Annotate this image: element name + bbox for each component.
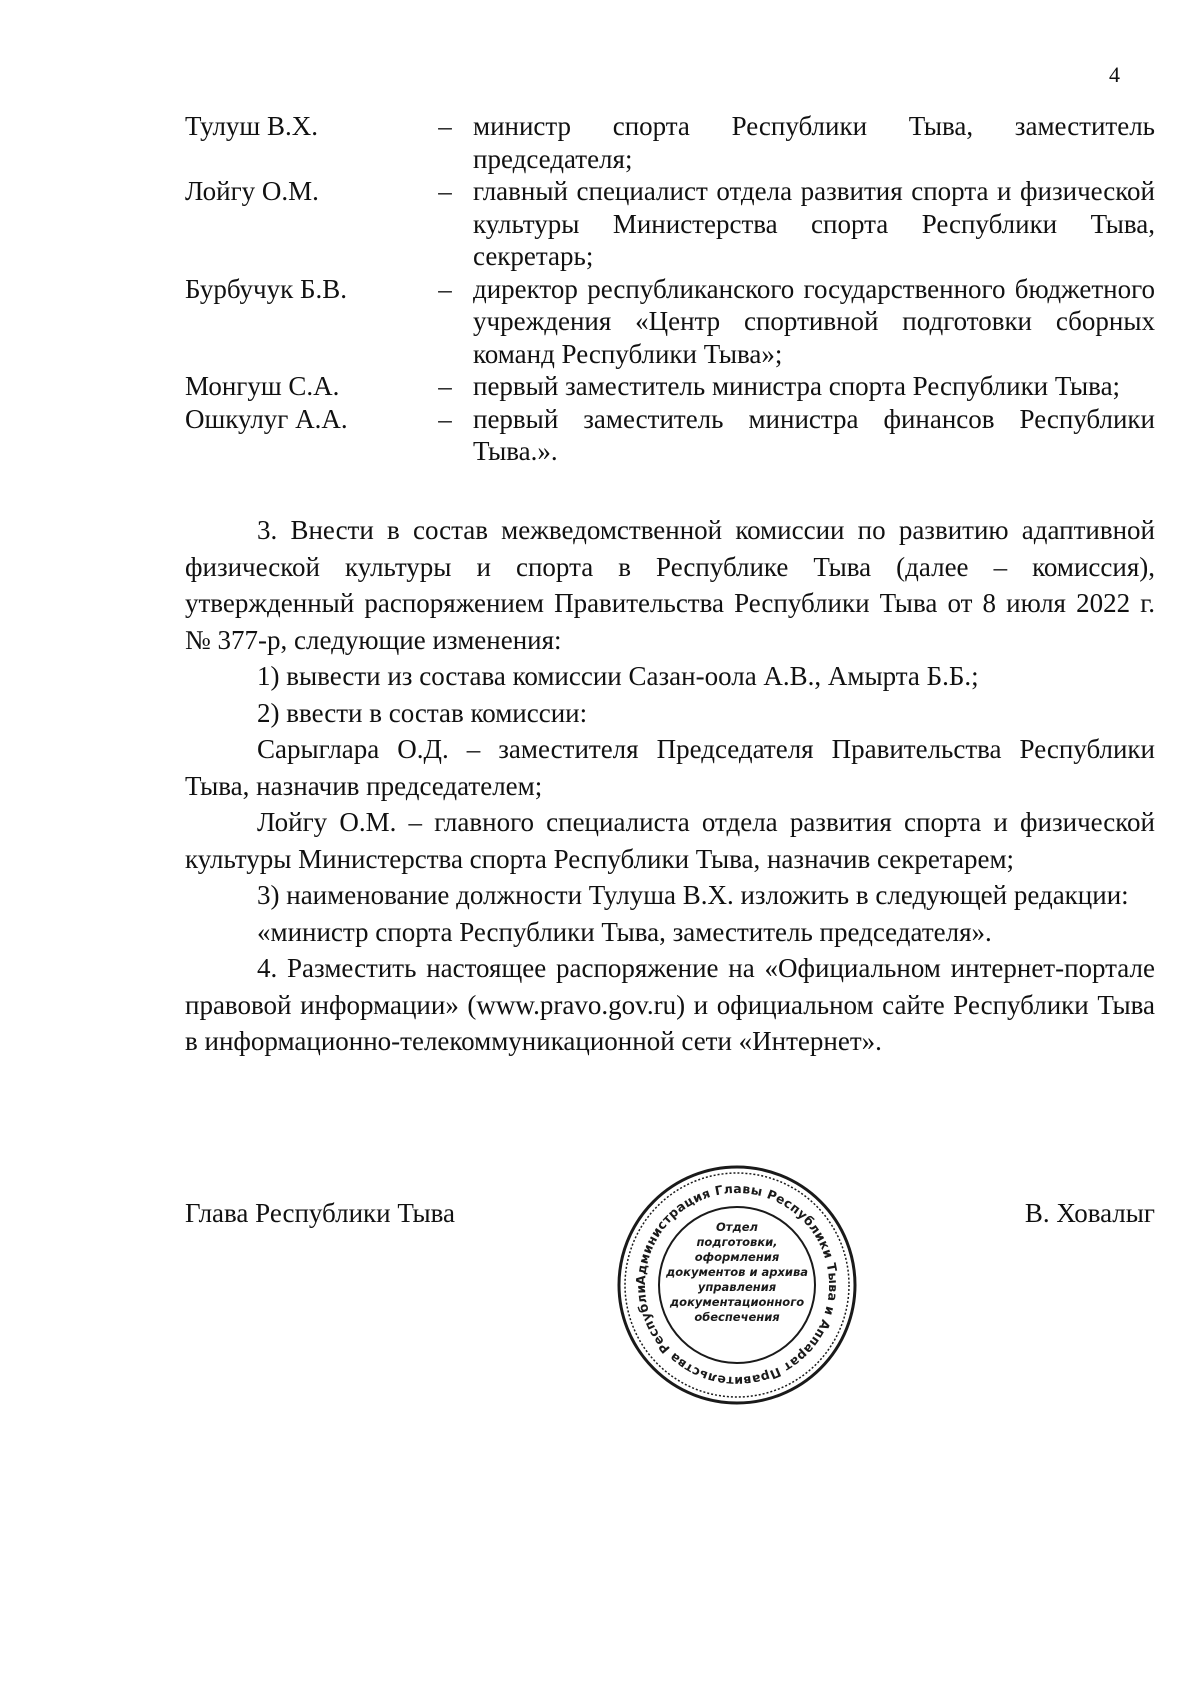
member-name: Тулуш В.Х. [185,111,318,141]
stamp-line: оформления [694,1250,780,1264]
stamp-line: подготовки, [696,1235,778,1249]
paragraph-item-3: 3. Внести в состав межведомственной комиссии по развитию адаптивной физической культуры и спорта в Республике Тыва (далее – комиссия), утвержденный распоряжением Правительства Республики Тыва от 8 июля 2022 г. № 377-р, следующие изменения: [185,515,1155,655]
official-stamp [612,1160,862,1410]
stamp-center-text [662,1220,812,1325]
signatory-position: Глава Республики Тыва [185,1198,456,1228]
commission-members-list [185,110,1155,468]
member-role: первый заместитель министра спорта Республики Тыва; [473,371,1121,401]
member-row [185,110,1155,175]
new-member-secretary: Лойгу О.М. – главного специалиста отдела развития спорта и физической культуры Министерства спорта Республики Тыва, назначив секретарем; [185,807,1155,874]
member-row [185,403,1155,468]
subitem-3: 3) наименование должности Тулуша В.Х. изложить в следующей редакции: [257,880,1129,910]
member-row [185,370,1155,403]
member-row [185,273,1155,371]
stamp-line: Отдел [716,1220,758,1234]
member-role: директор республиканского государственного бюджетного учреждения «Центр спортивной подготовки сборных команд Республики Тыва»; [473,273,1155,369]
member-dash: – [438,403,452,434]
stamp-line: обеспечения [694,1310,780,1324]
member-dash: – [438,111,452,141]
member-role: министр спорта Республики Тыва, заместитель председателя; [473,111,1155,174]
member-name: Ошкулуг А.А. [185,403,348,434]
member-row [185,175,1155,273]
stamp-line: документационного [669,1295,805,1309]
member-dash: – [438,371,452,401]
member-name: Бурбучук Б.В. [185,273,347,304]
member-dash: – [438,273,452,304]
member-name: Монгуш С.А. [185,371,340,401]
signatory-name: В. Ховалыг [1024,1198,1155,1228]
member-role: первый заместитель министра финансов Республики Тыва.». [473,403,1155,466]
stamp-line: документов и архива [665,1265,809,1279]
order-body [185,512,1155,1060]
subitem-1: 1) вывести из состава комиссии Сазан-оола А.В., Амырта Б.Б.; [257,661,979,691]
member-dash: – [438,176,452,206]
member-name: Лойгу О.М. [185,176,319,206]
page-number: 4 [1109,62,1120,87]
member-role: главный специалист отдела развития спорта и физической культуры Министерства спорта Республики Тыва, секретарь; [473,176,1155,271]
stamp-ring-text: Администрация Главы Республики Тыва и Аппарат Правительства Республи [632,1180,842,1390]
new-position-title: «министр спорта Республики Тыва, заместитель председателя». [257,916,992,947]
stamp-line: управления [697,1280,777,1294]
subitem-2: 2) ввести в состав комиссии: [257,697,588,728]
paragraph-item-4: 4. Разместить настоящее распоряжение на «Официальном интернет-портале правовой информации» (www.pravo.gov.ru) и официальном сайте Республики Тыва в информационно-телекоммуникационной сети «Интернет». [185,953,1155,1056]
new-member-chair: Сарыглара О.Д. – заместителя Председателя Правительства Республики Тыва, назначив председателем; [185,734,1155,801]
